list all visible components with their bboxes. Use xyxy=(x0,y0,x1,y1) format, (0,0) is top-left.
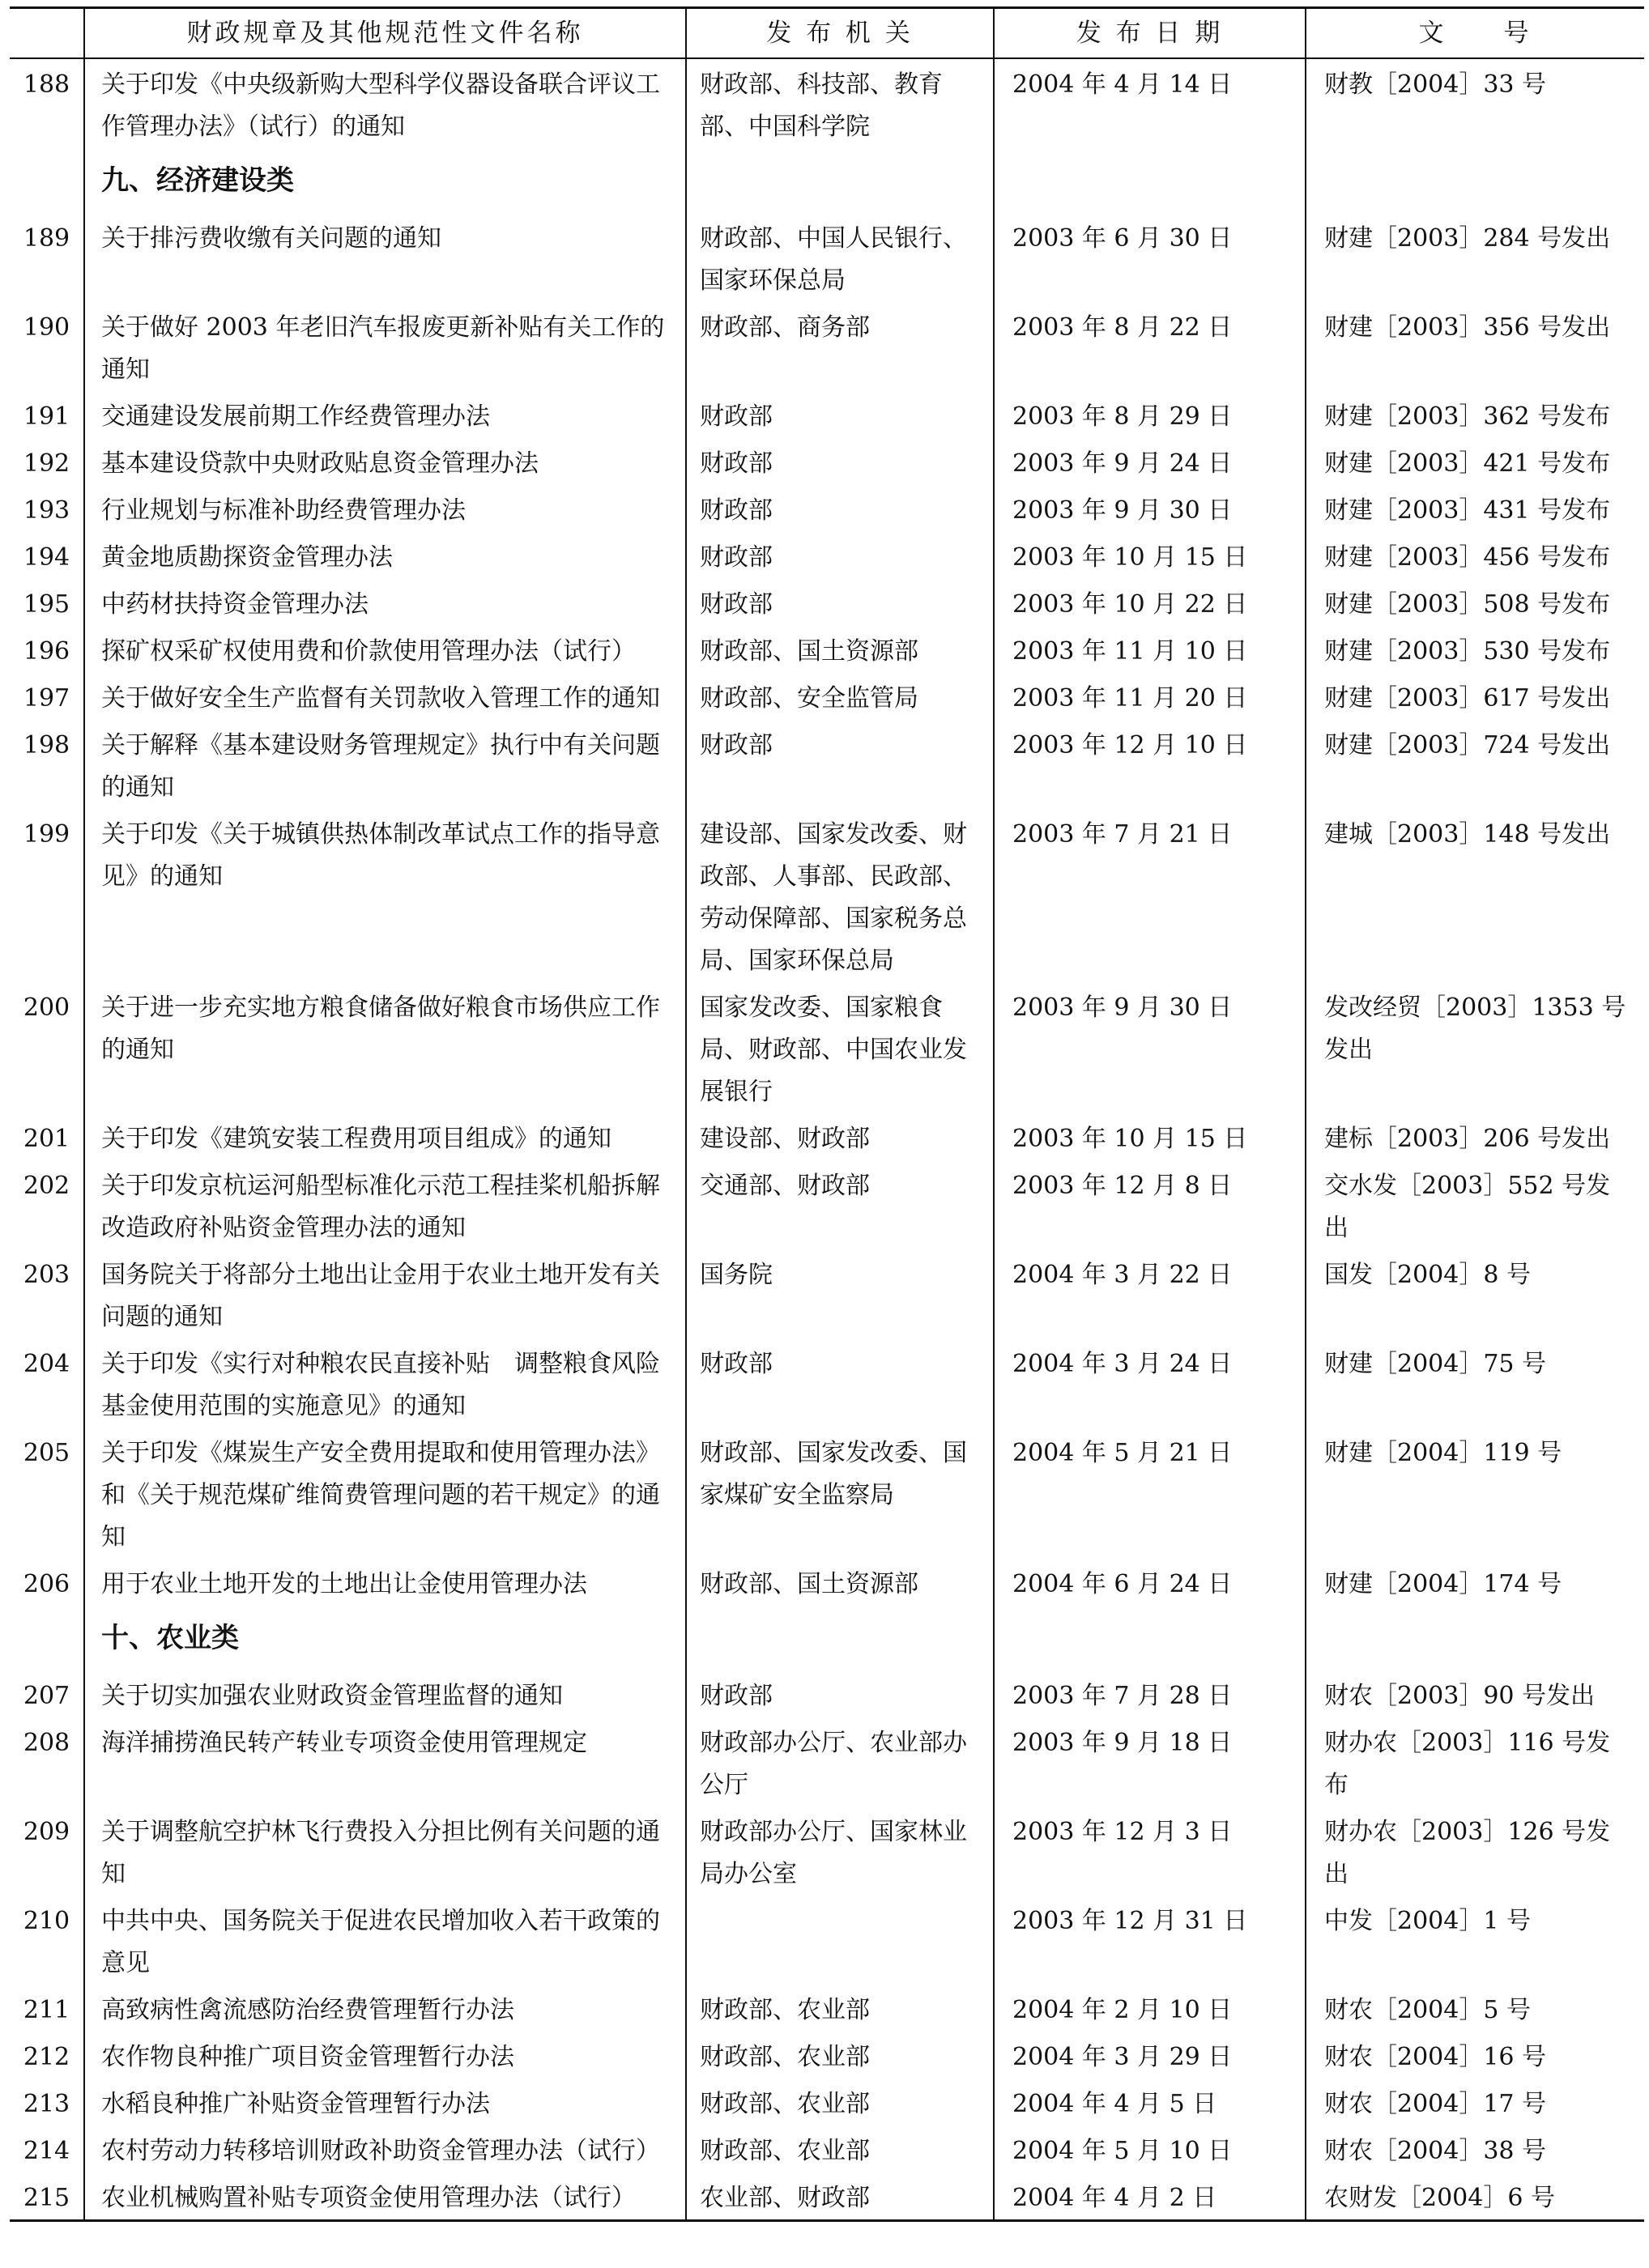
document-name: 关于做好 2003 年老旧汽车报废更新补贴有关工作的通知 xyxy=(84,302,686,391)
table-row xyxy=(10,1113,1644,1160)
table-row xyxy=(10,1985,1644,2032)
document-code: 财建［2004］119 号 xyxy=(1306,1428,1644,1559)
issue-date: 2003 年 11 月 20 日 xyxy=(994,673,1306,720)
document-name: 基本建设贷款中央财政贴息资金管理办法 xyxy=(84,438,686,485)
table-row xyxy=(10,302,1644,391)
issue-date: 2003 年 9 月 30 日 xyxy=(994,982,1306,1113)
table-row xyxy=(10,1338,1644,1428)
issuing-authority: 财政部 xyxy=(686,720,994,809)
document-name: 关于印发《实行对种粮农民直接补贴 调整粮食风险基金使用范围的实施意见》的通知 xyxy=(84,1338,686,1428)
issuing-authority: 财政部 xyxy=(686,438,994,485)
section-code-cell xyxy=(1306,148,1644,213)
table-row xyxy=(10,391,1644,438)
row-number: 206 xyxy=(23,1569,70,1598)
table-row xyxy=(10,532,1644,579)
document-code: 财建［2003］421 号发布 xyxy=(1306,438,1644,485)
document-name: 探矿权采矿权使用费和价款使用管理办法（试行） xyxy=(84,626,686,673)
issuing-authority: 财政部、安全监管局 xyxy=(686,673,994,720)
document-code: 财农［2004］38 号 xyxy=(1306,2125,1644,2172)
row-number: 209 xyxy=(23,1817,70,1846)
issuing-authority xyxy=(686,1896,994,1985)
document-name: 农业机械购置补贴专项资金使用管理办法（试行） xyxy=(84,2172,686,2221)
row-number: 199 xyxy=(23,819,70,849)
document-code: 交水发［2003］552 号发出 xyxy=(1306,1160,1644,1249)
issue-date: 2003 年 12 月 31 日 xyxy=(994,1896,1306,1985)
table-row xyxy=(10,1160,1644,1249)
document-name: 关于排污费收缴有关问题的通知 xyxy=(84,213,686,302)
row-number: 200 xyxy=(23,993,70,1022)
issuing-authority: 财政部、农业部 xyxy=(686,2125,994,2172)
document-code: 财办农［2003］126 号发出 xyxy=(1306,1806,1644,1896)
issuing-authority: 财政部 xyxy=(686,1338,994,1428)
row-number: 189 xyxy=(23,223,70,253)
table-row xyxy=(10,1559,1644,1606)
document-code: 财农［2004］16 号 xyxy=(1306,2032,1644,2079)
section-date-cell xyxy=(994,148,1306,213)
table-row xyxy=(10,809,1644,982)
table-row xyxy=(10,1670,1644,1717)
table-row xyxy=(10,1717,1644,1806)
regulations-table xyxy=(10,6,1644,2222)
issuing-authority: 财政部办公厅、农业部办公厅 xyxy=(686,1717,994,1806)
row-number: 213 xyxy=(23,2089,70,2118)
document-code: 财建［2003］362 号发布 xyxy=(1306,391,1644,438)
header-number xyxy=(10,8,84,58)
document-code: 财农［2004］17 号 xyxy=(1306,2079,1644,2125)
row-number: 203 xyxy=(23,1260,70,1289)
section-issuer-cell xyxy=(686,1606,994,1670)
row-number: 211 xyxy=(23,1995,70,2024)
issue-date: 2004 年 2 月 10 日 xyxy=(994,1985,1306,2032)
document-code: 财教［2004］33 号 xyxy=(1306,58,1644,148)
issue-date: 2003 年 7 月 28 日 xyxy=(994,1670,1306,1717)
row-number: 198 xyxy=(23,730,70,760)
issuing-authority: 财政部 xyxy=(686,579,994,626)
row-number: 195 xyxy=(23,589,70,619)
section-title: 九、经济建设类 xyxy=(84,148,686,213)
row-number: 212 xyxy=(23,2042,70,2071)
document-code: 财农［2004］5 号 xyxy=(1306,1985,1644,2032)
issuing-authority: 财政部 xyxy=(686,532,994,579)
document-name: 关于印发《中央级新购大型科学仪器设备联合评议工作管理办法》（试行）的通知 xyxy=(84,58,686,148)
issue-date: 2003 年 8 月 29 日 xyxy=(994,391,1306,438)
issue-date: 2003 年 12 月 3 日 xyxy=(994,1806,1306,1896)
document-code: 发改经贸［2003］1353 号发出 xyxy=(1306,982,1644,1113)
header-document-code: 文 号 xyxy=(1306,8,1644,58)
issue-date: 2003 年 12 月 8 日 xyxy=(994,1160,1306,1249)
issue-date: 2004 年 4 月 2 日 xyxy=(994,2172,1306,2221)
document-code: 财建［2003］530 号发布 xyxy=(1306,626,1644,673)
document-name: 中药材扶持资金管理办法 xyxy=(84,579,686,626)
table-row xyxy=(10,579,1644,626)
row-number: 215 xyxy=(10,2172,84,2221)
issuing-authority: 财政部办公厅、国家林业局办公室 xyxy=(686,1806,994,1896)
document-code: 财建［2003］508 号发布 xyxy=(1306,579,1644,626)
row-number: 208 xyxy=(23,1728,70,1757)
document-code: 财建［2003］356 号发出 xyxy=(1306,302,1644,391)
document-name: 用于农业土地开发的土地出让金使用管理办法 xyxy=(84,1559,686,1606)
issuing-authority: 国务院 xyxy=(686,1249,994,1338)
document-code: 财建［2003］284 号发出 xyxy=(1306,213,1644,302)
issuing-authority: 财政部、国土资源部 xyxy=(686,1559,994,1606)
issuing-authority: 财政部、农业部 xyxy=(686,1985,994,2032)
document-code: 财建［2003］456 号发布 xyxy=(1306,532,1644,579)
table-row xyxy=(10,213,1644,302)
document-name: 关于印发《建筑安装工程费用项目组成》的通知 xyxy=(84,1113,686,1160)
document-name: 农作物良种推广项目资金管理暂行办法 xyxy=(84,2032,686,2079)
document-name: 关于切实加强农业财政资金管理监督的通知 xyxy=(84,1670,686,1717)
row-number: 194 xyxy=(23,543,70,572)
row-number: 207 xyxy=(23,1681,70,1710)
document-code: 财建［2003］724 号发出 xyxy=(1306,720,1644,809)
document-name: 行业规划与标准补助经费管理办法 xyxy=(84,485,686,532)
issue-date: 2003 年 7 月 21 日 xyxy=(994,809,1306,982)
document-code: 财农［2003］90 号发出 xyxy=(1306,1670,1644,1717)
table-row xyxy=(10,673,1644,720)
row-number: 202 xyxy=(23,1171,70,1200)
row-number: 204 xyxy=(23,1349,70,1378)
document-name: 关于调整航空护林飞行费投入分担比例有关问题的通知 xyxy=(84,1806,686,1896)
issue-date: 2004 年 3 月 29 日 xyxy=(994,2032,1306,2079)
row-number: 192 xyxy=(23,449,70,478)
issuing-authority: 交通部、财政部 xyxy=(686,1160,994,1249)
table-row xyxy=(10,1249,1644,1338)
issuing-authority: 农业部、财政部 xyxy=(686,2172,994,2221)
section-number-cell xyxy=(10,1606,84,1670)
row-number: 193 xyxy=(23,496,70,525)
issue-date: 2004 年 6 月 24 日 xyxy=(994,1559,1306,1606)
table-row xyxy=(10,58,1644,148)
document-code: 建标［2003］206 号发出 xyxy=(1306,1113,1644,1160)
document-code: 国发［2004］8 号 xyxy=(1306,1249,1644,1338)
document-name: 农村劳动力转移培训财政补助资金管理办法（试行） xyxy=(84,2125,686,2172)
issuing-authority: 财政部 xyxy=(686,485,994,532)
header-issue-date: 发 布 日 期 xyxy=(994,8,1306,58)
row-number: 214 xyxy=(23,2136,70,2165)
section-title: 十、农业类 xyxy=(84,1606,686,1670)
section-issuer-cell xyxy=(686,148,994,213)
document-code: 财建［2004］174 号 xyxy=(1306,1559,1644,1606)
issuing-authority: 建设部、国家发改委、财政部、人事部、民政部、劳动保障部、国家税务总局、国家环保总局 xyxy=(686,809,994,982)
table-row xyxy=(10,2079,1644,2125)
issue-date: 2003 年 9 月 18 日 xyxy=(994,1717,1306,1806)
issue-date: 2003 年 10 月 22 日 xyxy=(994,579,1306,626)
issuing-authority: 财政部、商务部 xyxy=(686,302,994,391)
table-row xyxy=(10,2032,1644,2079)
document-name: 关于进一步充实地方粮食储备做好粮食市场供应工作的通知 xyxy=(84,982,686,1113)
document-name: 关于印发《关于城镇供热体制改革试点工作的指导意见》的通知 xyxy=(84,809,686,982)
document-name: 黄金地质勘探资金管理办法 xyxy=(84,532,686,579)
issue-date: 2003 年 10 月 15 日 xyxy=(994,532,1306,579)
issuing-authority: 国家发改委、国家粮食局、财政部、中国农业发展银行 xyxy=(686,982,994,1113)
section-heading-row xyxy=(10,148,1644,213)
issue-date: 2004 年 5 月 21 日 xyxy=(994,1428,1306,1559)
table-row xyxy=(10,1806,1644,1896)
issue-date: 2003 年 9 月 24 日 xyxy=(994,438,1306,485)
document-name: 交通建设发展前期工作经费管理办法 xyxy=(84,391,686,438)
header-row xyxy=(10,8,1644,58)
document-code: 财建［2003］617 号发出 xyxy=(1306,673,1644,720)
table-row xyxy=(10,1428,1644,1559)
document-code: 建城［2003］148 号发出 xyxy=(1306,809,1644,982)
table-row xyxy=(10,2125,1644,2172)
table-body xyxy=(10,58,1644,2221)
document-name: 水稻良种推广补贴资金管理暂行办法 xyxy=(84,2079,686,2125)
table-row xyxy=(10,982,1644,1113)
section-heading-row xyxy=(10,1606,1644,1670)
table-row xyxy=(10,720,1644,809)
issue-date: 2004 年 3 月 24 日 xyxy=(994,1338,1306,1428)
issuing-authority: 财政部、国土资源部 xyxy=(686,626,994,673)
issuing-authority: 财政部、农业部 xyxy=(686,2079,994,2125)
section-code-cell xyxy=(1306,1606,1644,1670)
row-number: 190 xyxy=(23,313,70,342)
issuing-authority: 财政部 xyxy=(686,1670,994,1717)
document-code: 农财发［2004］6 号 xyxy=(1306,2172,1644,2221)
header-issuing-authority: 发 布 机 关 xyxy=(686,8,994,58)
issue-date: 2003 年 9 月 30 日 xyxy=(994,485,1306,532)
row-number: 191 xyxy=(23,402,70,431)
table-row xyxy=(10,626,1644,673)
row-number: 197 xyxy=(23,683,70,713)
row-number: 205 xyxy=(23,1438,70,1467)
issue-date: 2004 年 4 月 14 日 xyxy=(994,58,1306,148)
document-name: 海洋捕捞渔民转产转业专项资金使用管理规定 xyxy=(84,1717,686,1806)
document-code: 中发［2004］1 号 xyxy=(1306,1896,1644,1985)
row-number: 196 xyxy=(23,636,70,666)
section-number-cell xyxy=(10,148,84,213)
table-row xyxy=(10,1896,1644,1985)
issue-date: 2003 年 8 月 22 日 xyxy=(994,302,1306,391)
issue-date: 2003 年 10 月 15 日 xyxy=(994,1113,1306,1160)
issuing-authority: 财政部、中国人民银行、国家环保总局 xyxy=(686,213,994,302)
issue-date: 2003 年 6 月 30 日 xyxy=(994,213,1306,302)
issuing-authority: 财政部、国家发改委、国家煤矿安全监察局 xyxy=(686,1428,994,1559)
issuing-authority: 财政部、科技部、教育部、中国科学院 xyxy=(686,58,994,148)
document-name: 关于印发京杭运河船型标准化示范工程挂桨机船拆解改造政府补贴资金管理办法的通知 xyxy=(84,1160,686,1249)
issuing-authority: 财政部、农业部 xyxy=(686,2032,994,2079)
document-name: 中共中央、国务院关于促进农民增加收入若干政策的意见 xyxy=(84,1896,686,1985)
section-date-cell xyxy=(994,1606,1306,1670)
document-name: 关于解释《基本建设财务管理规定》执行中有关问题的通知 xyxy=(84,720,686,809)
issuing-authority: 财政部 xyxy=(686,391,994,438)
document-name: 关于印发《煤炭生产安全费用提取和使用管理办法》和《关于规范煤矿维简费管理问题的若干规定》的通知 xyxy=(84,1428,686,1559)
document-name: 国务院关于将部分土地出让金用于农业土地开发有关问题的通知 xyxy=(84,1249,686,1338)
table-row xyxy=(10,2172,1644,2221)
row-number: 188 xyxy=(23,70,70,99)
table-row xyxy=(10,485,1644,532)
header-document-name: 财政规章及其他规范性文件名称 xyxy=(84,8,686,58)
document-code: 财建［2004］75 号 xyxy=(1306,1338,1644,1428)
document-code: 财办农［2003］116 号发布 xyxy=(1306,1717,1644,1806)
document-code: 财建［2003］431 号发布 xyxy=(1306,485,1644,532)
issuing-authority: 建设部、财政部 xyxy=(686,1113,994,1160)
row-number: 210 xyxy=(23,1906,70,1935)
table-header xyxy=(10,8,1644,58)
row-number: 201 xyxy=(23,1124,70,1153)
issue-date: 2003 年 12 月 10 日 xyxy=(994,720,1306,809)
issue-date: 2004 年 4 月 5 日 xyxy=(994,2079,1306,2125)
issue-date: 2004 年 5 月 10 日 xyxy=(994,2125,1306,2172)
document-name: 关于做好安全生产监督有关罚款收入管理工作的通知 xyxy=(84,673,686,720)
document-name: 高致病性禽流感防治经费管理暂行办法 xyxy=(84,1985,686,2032)
issue-date: 2003 年 11 月 10 日 xyxy=(994,626,1306,673)
table-row xyxy=(10,438,1644,485)
issue-date: 2004 年 3 月 22 日 xyxy=(994,1249,1306,1338)
